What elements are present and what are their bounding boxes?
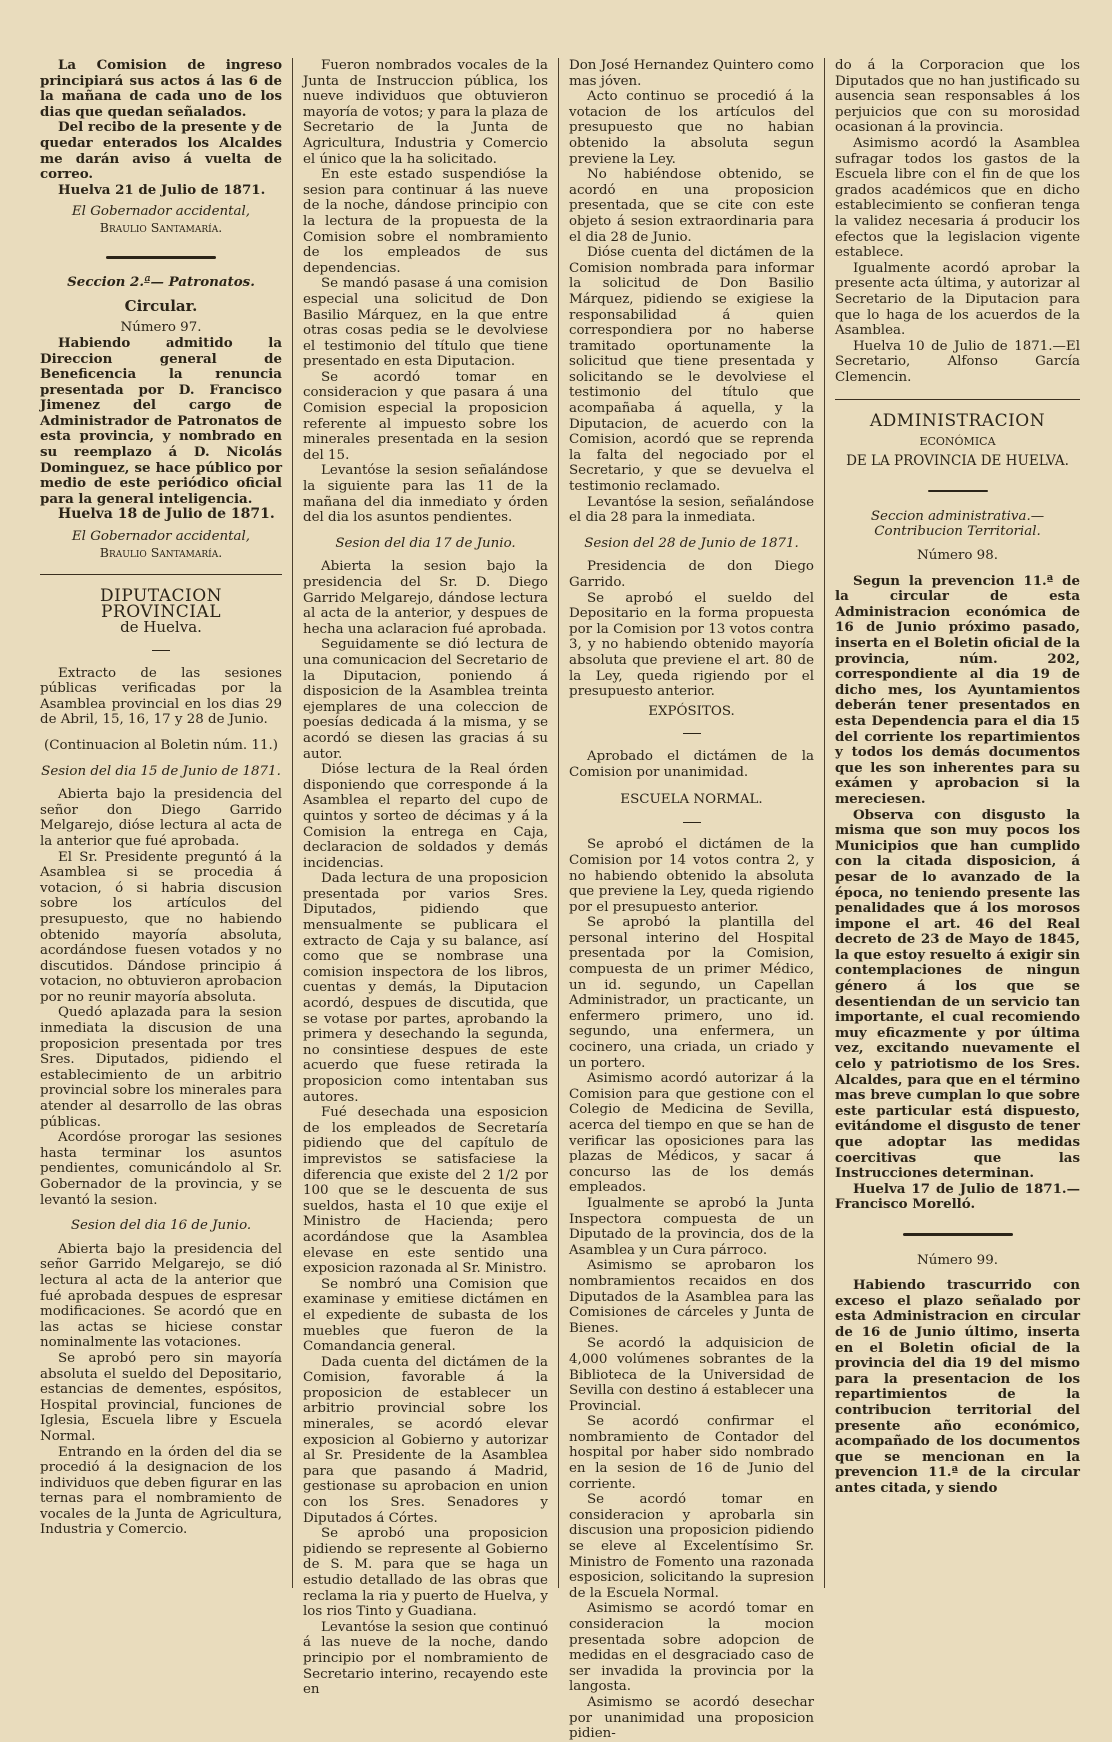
- paragraph: Se acordó tomar en consideracion y que pasara á una Comision especial la proposicion referente al impuesto sobre los minerales presentada en la sesion del 15.: [303, 369, 548, 463]
- paragraph: Entrando en la órden del dia se procedió á la designacion de los individuos que deben figurar en las ternas para el nombramiento de vocales de la Junta de Agricultura, Industria y Comercio.: [40, 1444, 282, 1538]
- paragraph: Dióse cuenta del dictámen de la Comision nombrada para informar la solicitud de Don Basilio Márquez, pidiendo se exigiese la responsabilidad á quien correspondiera por no haberse tramitado oportunamente la solicitud que tiene presentada y solicitando se le devolviese el testimonio del título que acompañaba á aquella, y la Diputacion, de acuerdo con la Comision, acordó que se reprenda la falta del negociado por el Secretario, y que se devuelva el testimonio reclamado.: [569, 245, 814, 495]
- paragraph: Quedó aplazada para la sesion inmediata la discusion de una proposicion presentada por tres Sres. Diputados, pidiendo el establecimiento de un arbitrio provincial sobre los minerales para atender al desarrollo de las obras públicas.: [40, 1005, 282, 1130]
- divider: [835, 1225, 1080, 1241]
- paragraph: Levantóse la sesion, señalándose el dia 28 para la inmediata.: [569, 494, 814, 526]
- session-heading: Sesion del dia 15 de Junio de 1871.: [41, 763, 281, 779]
- paragraph: Abierta bajo la presidencia del señor Garrido Melgarejo, se dió lectura al acta de la anterior que fué aprobada despues de espresar modificaciones. Se acordó que en las actas se hiciese constar nominalmente las votaciones.: [40, 1241, 282, 1351]
- paragraph: Se acordó tomar en consideracion y aprobarla sin discusion una proposicion pidiendo se eleve al Excelentísimo Sr. Ministro de Fomento una razonada esposicion, solicitando la supresion de la Escuela Normal.: [569, 1492, 814, 1601]
- paragraph: Acordóse prorogar las sesiones hasta terminar los asuntos pendientes, comunicándolo al Sr. Gobernador de la provincia, y se levantó la sesion.: [40, 1130, 282, 1208]
- divider: [40, 640, 282, 656]
- paragraph: Don José Hernandez Quintero como mas jóven.: [569, 58, 814, 89]
- column-2: [292, 58, 558, 1698]
- divider: [40, 248, 282, 264]
- section-subheading: de Huelva.: [120, 618, 202, 637]
- session-heading: Sesion del dia 16 de Junio.: [70, 1218, 252, 1234]
- paragraph: Se nombró una Comision que examinase y emitiese dictámen en el expediente de subasta de los muebles que fueron de la Comandancia general.: [303, 1276, 548, 1355]
- divider: [569, 812, 814, 828]
- paragraph: Levantóse la sesion que continuó á las nueve de la noche, dando principio por el nombramiento de Secretario interino, recayendo este en: [303, 1619, 548, 1698]
- column-3: [558, 58, 824, 1742]
- paragraph: Extracto de las sesiones públicas verificadas por la Asamblea provincial en los dias 29 de Abril, 15, 16, 17 y 28 de Junio.: [40, 665, 282, 728]
- paragraph: Se mandó pasase á una comision especial una solicitud de Don Basilio Márquez, en la que entre otras cosas pedia se le devolviese el testimonio del título que tiene presentado en esta Diputacion.: [303, 276, 548, 370]
- column-1: [30, 58, 292, 1588]
- section-subheading: ECONÓMICA: [919, 435, 996, 449]
- newspaper-page: [30, 57, 1090, 1742]
- paragraph: Observa con disgusto la misma que son muy pocos los Municipios que han cumplido con la citada disposicion, á pesar de lo avanzado de la época, no teniendo presente las penalidades que á los morosos impone el art. 46 del Real decreto de 23 de Mayo de 1845, la que estoy resuelto á exigir sin contemplaciones de ningun género á los que se desentiendan de un servicio tan importante, el cual recomiendo muy eficazmente y por última vez, excitando nuevamente el celo y patriotismo de los Sres. Alcaldes, para que en el término mas breve cumplan lo que sobre este particular está dispuesto, evitándome el disgusto de tener que adoptar las medidas coercitivas que las Instrucciones determinan.: [835, 806, 1080, 1182]
- signature-title: El Gobernador accidental,: [71, 529, 251, 545]
- paragraph: Abierta bajo la presidencia del señor don Diego Garrido Melgarejo, dióse lectura al acta de la anterior que fué aprobada.: [40, 787, 282, 849]
- paragraph: La Comision de ingreso principiará sus actos á las 6 de la mañana de cada uno de los dias que quedan señalados.: [40, 57, 282, 120]
- paragraph: Habiendo admitido la Direccion general de Beneficencia la renuncia presentada por D. Francisco Jimenez del cargo de Administrador de Patronatos de esta provincia, y nombrado en su reemplazo á D. Nicolás Dominguez, se hace público por medio de este periódico oficial para la general inteligencia.: [40, 334, 282, 507]
- paragraph: Igualmente se aprobó la Junta Inspectora compuesta de un Diputado de la provincia, dos de la Asamblea y un Cura párroco.: [569, 1195, 814, 1258]
- paragraph: do á la Corporacion que los Diputados que no han justificado su ausencia sean responsables á los perjuicios que con su morosidad ocasionan á la provincia.: [835, 58, 1080, 136]
- paragraph: Se aprobó pero sin mayoría absoluta el sueldo del Depositario, estancias de dementes, espósitos, Hospital provincial, funciones de Iglesia, Escuela libre y Escuela Normal.: [40, 1350, 282, 1444]
- subsection-heading: ESCUELA NORMAL.: [620, 792, 763, 808]
- signature-name: Braulio Santamaría.: [99, 219, 223, 235]
- paragraph: Asimismo se acordó tomar en consideracion la mocion presentada sobre adopcion de medidas en el desgraciado caso de ser invadida la provincia por la langosta.: [569, 1601, 814, 1695]
- section-heading: DIPUTACION PROVINCIAL: [99, 586, 223, 622]
- paragraph: Se aprobó la plantilla del personal interino del Hospital presentada por la Comision, compuesta de un primer Médico, un id. segundo, un Capellan Administrador, un practicante, un enfermero primero, uno id. segundo, una enfermera, un cocinero, una criada, un criado y un portero.: [569, 915, 814, 1071]
- paragraph: Seguidamente se dió lectura de una comunicacion del Secretario de la Diputacion, poniendo á disposicion de la Asamblea treinta ejemplares de una coleccion de poesías dedicada á la misma, y se acordó se diesen las gracias á su autor.: [303, 637, 548, 762]
- paragraph: Fué desechada una esposicion de los empleados de Secretaría pidiendo que del capítulo de imprevistos se satisfaciese la diferencia que existe del 2 1/2 por 100 que se le descuenta de sus sueldos, hasta el 10 que exije el Ministro de Hacienda; pero acordándose que la Asamblea elevase en este sentido una exposicion razonada al Sr. Ministro.: [303, 1105, 548, 1277]
- paragraph: Asimismo se acordó desechar por unanimidad una proposicion pidien-: [569, 1694, 814, 1742]
- column-4: [824, 58, 1090, 1588]
- paragraph: Asimismo acordó autorizar á la Comision para que gestione con el Colegio de Medicina de Sevilla, acerca del tiempo en que se han de verificar las oposiciones para las plazas de Médicos, y sacar á concurso las de los demás empleados.: [569, 1071, 814, 1196]
- divider: [40, 574, 282, 575]
- signature-name: Braulio Santamaría.: [99, 544, 223, 560]
- section-subheading: DE LA PROVINCIA DE HUELVA.: [846, 452, 1069, 469]
- paragraph: Asimismo se aprobaron los nombramientos recaidos en dos Diputados de la Asamblea para las Comisiones de cárceles y Junta de Bienes.: [569, 1258, 814, 1336]
- paragraph: Aprobado el dictámen de la Comision por unanimidad.: [569, 748, 814, 780]
- circular-title: Circular.: [124, 296, 198, 315]
- paragraph: Segun la prevencion 11.ª de la circular de esta Administracion económica de 16 de Junio próximo pasado, inserta en el Boletin oficial de la provincia, núm. 202, correspondiente al dia 19 de dicho mes, los Ayuntamientos deberán tener presentados en esta Dependencia para el dia 15 del corriente los repartimientos y todos los demás documentos que les son inherentes para su exámen y aprobacion si la mereciesen.: [835, 572, 1080, 807]
- paragraph: No habiéndose obtenido, se acordó en una proposicion presentada, que se cite con este objeto á sesion extraordinaria para el dia 28 de Junio.: [569, 167, 814, 245]
- paragraph: Huelva 10 de Julio de 1871.—El Secretario, Alfonso García Clemencin.: [835, 338, 1080, 385]
- section-title: Seccion administrativa.—Contribucion Territorial.: [870, 508, 1045, 540]
- divider: [835, 481, 1080, 497]
- paragraph: En este estado suspendióse la sesion para continuar á las nueve de la noche, dándose principio con la lectura de la propuesta de la Comision sobre el nombramiento de los empleados de sus dependencias.: [303, 167, 548, 276]
- date-line: Huelva 17 de Julio de 1871.—Francisco Morelló.: [835, 1180, 1080, 1213]
- paragraph: Asimismo acordó la Asamblea sufragar todos los gastos de la Escuela libre con el fin de que los grados académicos que en dicho establecimiento se confieran tenga la validez necesaria á producir los efectos que la legislacion vigente establece.: [835, 135, 1080, 261]
- paragraph: Se aprobó el dictámen de la Comision por 14 votos contra 2, y no habiendo obtenido la absoluta que previene la Ley, queda rigiendo por el presupuesto anterior.: [569, 837, 814, 915]
- number-label: Número 98.: [917, 548, 998, 564]
- signature-title: El Gobernador accidental,: [71, 204, 251, 220]
- number-label: Número 97.: [120, 320, 202, 336]
- paragraph: Levantóse la sesion señalándose la siguiente para las 11 de la mañana del dia inmediato y órden del dia los asuntos pendientes.: [303, 463, 548, 526]
- paragraph: Fueron nombrados vocales de la Junta de Instruccion pública, los nueve individuos que obtuvieron mayoría de votos; y para la plaza de Secretario de la Junta de Agricultura, Industria y Comercio el único que la ha solicitado.: [303, 58, 548, 167]
- divider: [835, 399, 1080, 400]
- paragraph: Presidencia de don Diego Garrido.: [569, 559, 814, 590]
- section-title: Seccion 2.ª— Patronatos.: [67, 274, 255, 291]
- date-line: Huelva 21 de Julio de 1871.: [58, 181, 266, 198]
- paragraph: Abierta la sesion bajo la presidencia del Sr. D. Diego Garrido Melgarejo, dándose lectura al acta de la anterior, y despues de hecha una aclaracion fué aprobada.: [303, 559, 548, 637]
- divider: [569, 723, 814, 739]
- paragraph: Del recibo de la presente y de quedar enterados los Alcaldes me darán aviso á vuelta de correo.: [40, 119, 282, 183]
- paragraph: Dióse lectura de la Real órden disponiendo que corresponde á la Asamblea el reparto del cupo de quintos y sorteo de décimas y á la Comision la entrega en Caja, declaracion de soldados y demás incidencias.: [303, 762, 548, 871]
- continuation-note: (Continuacion al Boletin núm. 11.): [44, 737, 278, 753]
- paragraph: Acto continuo se procedió á la votacion de los artículos del presupuesto que no habian obtenido la absoluta segun previene la Ley.: [569, 89, 814, 167]
- paragraph: Igualmente acordó aprobar la presente acta última, y autorizar al Secretario de la Diputacion para que lo haga de los acuerdos de la Asamblea.: [835, 260, 1080, 339]
- date-line: Huelva 18 de Julio de 1871.: [58, 506, 275, 523]
- session-heading: Sesion del dia 17 de Junio.: [335, 535, 516, 551]
- paragraph: Se aprobó el sueldo del Depositario en la forma propuesta por la Comision por 13 votos contra 3, y no habiendo obtenido mayoría absoluta que previene el art. 80 de la Ley, queda rigiendo por el presupuesto anterior.: [569, 590, 814, 700]
- paragraph: Dada lectura de una proposicion presentada por varios Sres. Diputados, pidiendo que mensualmente se publicara el extracto de Caja y su balance, así como que se nombrase una comision inspectora de los libros, cuentas y demás, la Diputacion acordó, despues de discutida, que se votase por partes, aprobando la primera y desechando la segunda, no consintiese despues de este acuerdo que fuese retirada la proposicion como intentaban sus autores.: [303, 871, 548, 1105]
- subsection-heading: EXPÓSITOS.: [648, 703, 735, 719]
- section-heading: ADMINISTRACION: [869, 411, 1046, 432]
- paragraph: Dada cuenta del dictámen de la Comision, favorable á la proposicion de establecer un arbitrio provincial sobre los minerales, se acordó elevar exposicion al Gobierno y autorizar al Sr. Presidente de la Asamblea para que pasando á Madrid, gestionase su aprobacion en union con los Sres. Senadores y Diputados á Córtes.: [303, 1354, 548, 1526]
- paragraph: El Sr. Presidente preguntó á la Asamblea si se procedia á votacion, ó si habria discusion sobre los artículos del presupuesto, que no habiendo obtenido mayoría absoluta, acordándose fuesen votados y no discutidos. Dándose principio á votacion, no obtuvieron aprobacion por no reunir mayoría absoluta.: [40, 849, 282, 1005]
- paragraph: Se acordó la adquisicion de 4,000 volúmenes sobrantes de la Biblioteca de la Universidad de Sevilla con destino á establecer una Provincial.: [569, 1336, 814, 1414]
- number-label: Número 99.: [917, 1252, 998, 1268]
- session-heading: Sesion del 28 de Junio de 1871.: [584, 535, 799, 551]
- paragraph: Habiendo trascurrido con exceso el plazo señalado por esta Administracion en circular de 16 de Junio último, inserta en el Boletin oficial de la provincia del dia 19 del mismo para la presentacion de los repartimientos de la contribucion territorial del presente año económico, acompañado de los documentos que se mencionan en la prevencion 11.ª de la circular antes citada, y siendo: [835, 1277, 1080, 1496]
- paragraph: Se aprobó una proposicion pidiendo se represente al Gobierno de S. M. para que se haga un estudio detallado de las obras que reclama la ria y puerto de Huelva, y los rios Tinto y Guadiana.: [303, 1526, 548, 1620]
- paragraph: Se acordó confirmar el nombramiento de Contador del hospital por haber sido nombrado en la sesion de 16 de Junio del corriente.: [569, 1414, 814, 1492]
